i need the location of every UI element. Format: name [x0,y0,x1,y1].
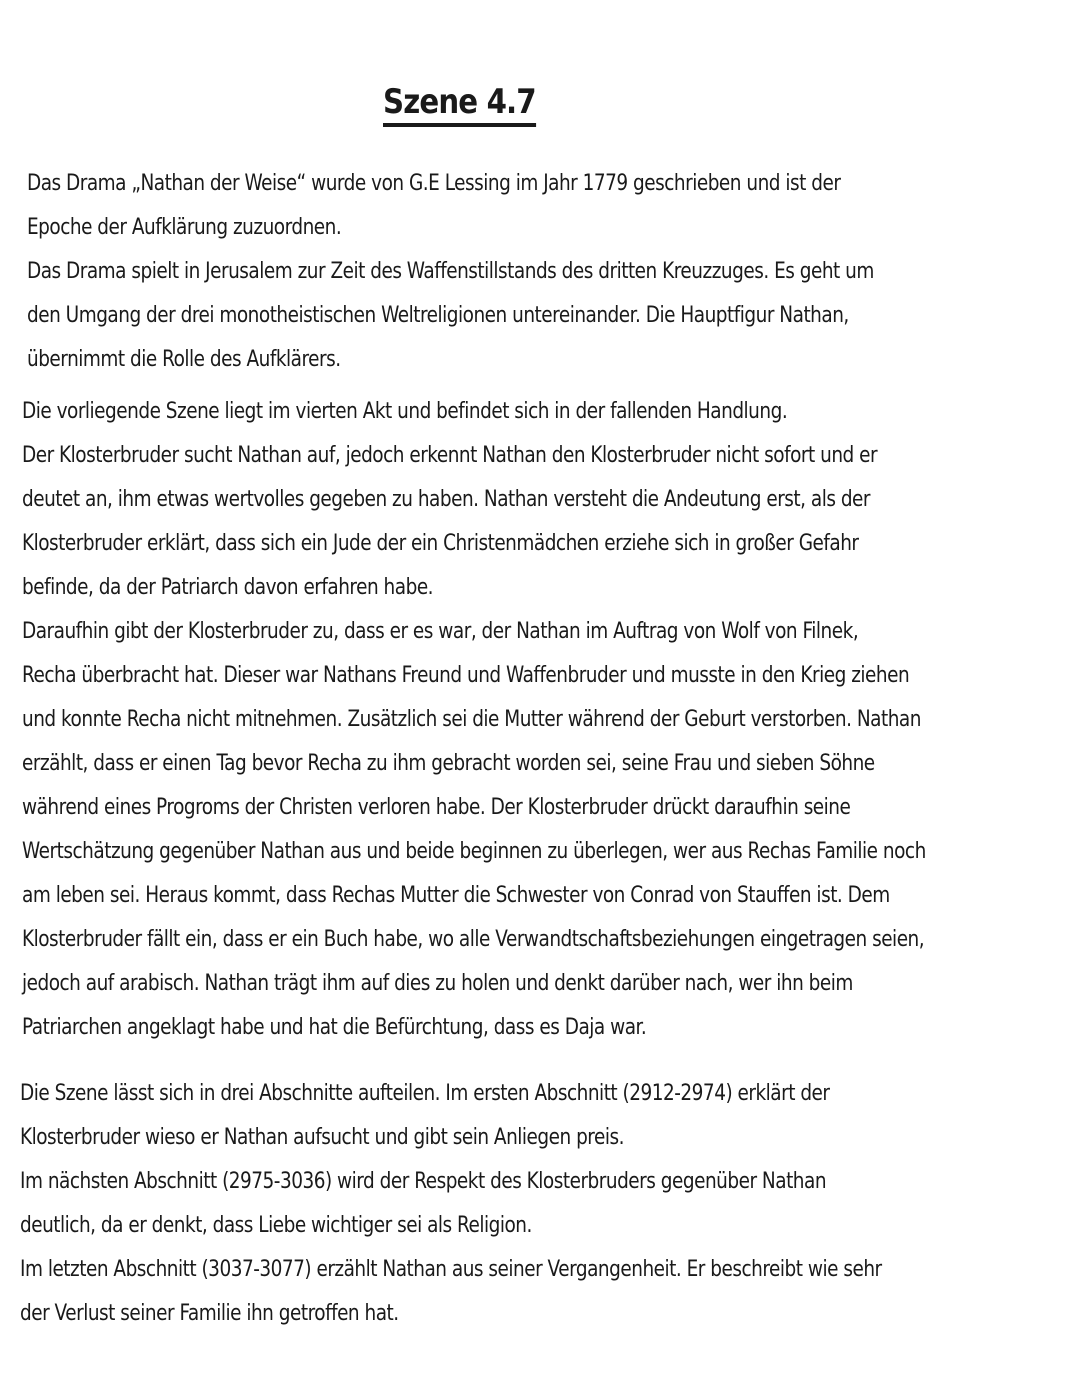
text-line: Der Klosterbruder sucht Nathan auf, jedoch erkennt Nathan den Klosterbruder nicht sofort und er [22,443,878,468]
text-line: deutlich, da er denkt, dass Liebe wichtiger sei als Religion. [20,1213,532,1238]
text-line: der Verlust seiner Familie ihn getroffen hat. [20,1301,399,1326]
text-line: Die vorliegende Szene liegt im vierten Akt und befindet sich in der fallenden Handlung. [22,399,788,424]
text-line: deutet an, ihm etwas wertvolles gegeben zu haben. Nathan versteht die Andeutung erst, als der [22,487,871,512]
text-line: Daraufhin gibt der Klosterbruder zu, dass er es war, der Nathan im Auftrag von Wolf von Filnek, [22,619,859,644]
text-line: Im nächsten Abschnitt (2975-3036) wird der Respekt des Klosterbruders gegenüber Nathan [20,1169,827,1194]
text-line: den Umgang der drei monotheistischen Weltreligionen untereinander. Die Hauptfigur Nathan, [27,303,849,328]
text-line: während eines Progroms der Christen verloren habe. Der Klosterbruder drückt daraufhin seine [22,795,851,820]
paragraph-structure [20,1072,882,1336]
text-line: befinde, da der Patriarch davon erfahren habe. [22,575,434,600]
text-line: Das Drama „Nathan der Weise“ wurde von G.E Lessing im Jahr 1779 geschrieben und ist der [27,171,841,196]
text-line: Klosterbruder wieso er Nathan aufsucht und gibt sein Anliegen preis. [20,1125,624,1150]
text-line: Patriarchen angeklagt habe und hat die Befürchtung, dass es Daja war. [22,1015,647,1040]
text-line: Klosterbruder fällt ein, dass er ein Buch habe, wo alle Verwandtschaftsbeziehungen eingetragen seien, [22,927,925,952]
text-line: jedoch auf arabisch. Nathan trägt ihm auf dies zu holen und denkt darüber nach, wer ihn beim [22,971,853,996]
text-line: Epoche der Aufklärung zuzuordnen. [27,215,342,240]
page-title: Szene 4.7 [383,82,536,127]
text-line: Das Drama spielt in Jerusalem zur Zeit des Waffenstillstands des dritten Kreuzzuges. Es geht um [27,259,874,284]
text-line: am leben sei. Heraus kommt, dass Rechas Mutter die Schwester von Conrad von Stauffen ist. Dem [22,883,890,908]
text-line: erzählt, dass er einen Tag bevor Recha zu ihm gebracht worden sei, seine Frau und sieben Söhne [22,751,875,776]
text-line: Die Szene lässt sich in drei Abschnitte aufteilen. Im ersten Abschnitt (2912-2974) erklärt der [20,1081,830,1106]
text-line: Recha überbracht hat. Dieser war Nathans Freund und Waffenbruder und musste in den Krieg ziehen [22,663,910,688]
text-line: übernimmt die Rolle des Aufklärers. [27,347,341,372]
text-line: Im letzten Abschnitt (3037-3077) erzählt Nathan aus seiner Vergangenheit. Er beschreibt wie sehr [20,1257,882,1282]
paragraph-summary [22,390,926,1050]
text-line: und konnte Recha nicht mitnehmen. Zusätzlich sei die Mutter während der Geburt verstorben. Nathan [22,707,921,732]
text-line: Klosterbruder erklärt, dass sich ein Jude der ein Christenmädchen erziehe sich in großer Gefahr [22,531,859,556]
paragraph-introduction [27,162,874,382]
text-line: Wertschätzung gegenüber Nathan aus und beide beginnen zu überlegen, wer aus Rechas Familie noch [22,839,926,864]
